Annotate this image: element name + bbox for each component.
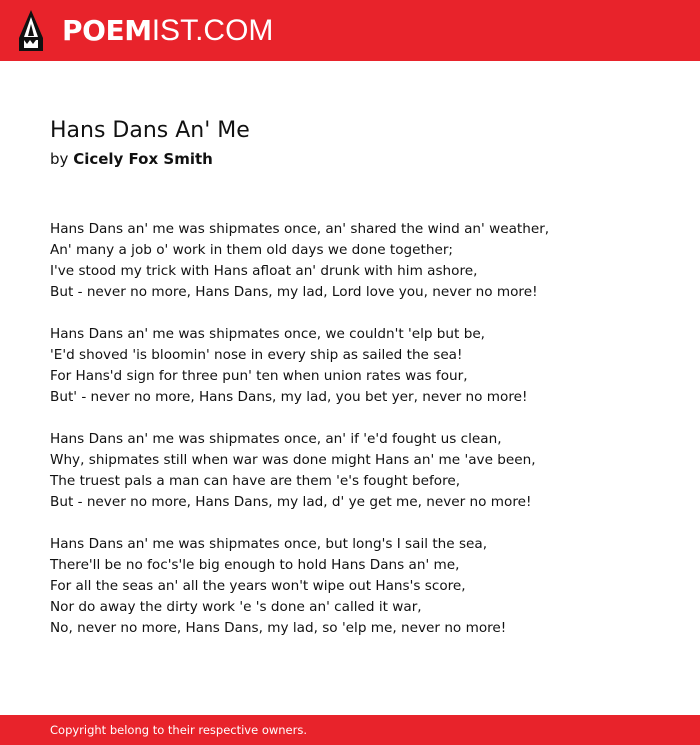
poem-body	[50, 219, 670, 660]
poem-line: Hans Dans an' me was shipmates once, but long's I sail the sea,	[50, 536, 488, 552]
poem-line: But - never no more, Hans Dans, my lad, d' ye get me, never no more!	[50, 494, 532, 510]
poem-line: There'll be no foc's'le big enough to hold Hans Dans an' me,	[50, 557, 460, 573]
poem-line: Hans Dans an' me was shipmates once, we couldn't 'elp but be,	[50, 326, 486, 342]
poem-line: But' - never no more, Hans Dans, my lad, you bet yer, never no more!	[50, 389, 528, 405]
pencil-nib-icon	[16, 9, 46, 53]
logo-wordmark	[62, 14, 273, 48]
poem-line: Nor do away the dirty work 'e 's done an' called it war,	[50, 599, 422, 615]
logo-wordmark-light: IST.COM	[151, 14, 274, 47]
poem-line: 'E'd shoved 'is bloomin' nose in every ship as sailed the sea!	[50, 347, 463, 363]
site-logo[interactable]	[16, 9, 274, 53]
stanza-1	[50, 219, 670, 303]
poem-line: Hans Dans an' me was shipmates once, an' if 'e'd fought us clean,	[50, 431, 502, 447]
stanza-3	[50, 429, 670, 513]
stanza-4	[50, 534, 670, 639]
by-label: by	[50, 150, 69, 168]
stanza-2	[50, 324, 670, 408]
poem-line: Why, shipmates still when war was done might Hans an' me 'ave been,	[50, 452, 536, 468]
poem-byline	[50, 149, 213, 169]
poem-line: Hans Dans an' me was shipmates once, an' shared the wind an' weather,	[50, 221, 550, 237]
poem-line: For all the seas an' all the years won't wipe out Hans's score,	[50, 578, 466, 594]
poem-line: An' many a job o' work in them old days we done together;	[50, 242, 454, 258]
poem-line: For Hans'd sign for three pun' ten when union rates was four,	[50, 368, 468, 384]
poem-title: Hans Dans An' Me	[50, 118, 250, 143]
poem-line: No, never no more, Hans Dans, my lad, so 'elp me, never no more!	[50, 620, 507, 636]
site-footer	[0, 715, 700, 745]
poem-line: The truest pals a man can have are them 'e's fought before,	[50, 473, 461, 489]
copyright-notice: Copyright belong to their respective owners.	[50, 723, 308, 737]
poem-line: But - never no more, Hans Dans, my lad, Lord love you, never no more!	[50, 284, 538, 300]
poem-line: I've stood my trick with Hans afloat an' drunk with him ashore,	[50, 263, 478, 279]
author-link[interactable]: Cicely Fox Smith	[73, 150, 213, 168]
site-header	[0, 0, 700, 61]
logo-wordmark-strong: POEM	[62, 14, 152, 47]
